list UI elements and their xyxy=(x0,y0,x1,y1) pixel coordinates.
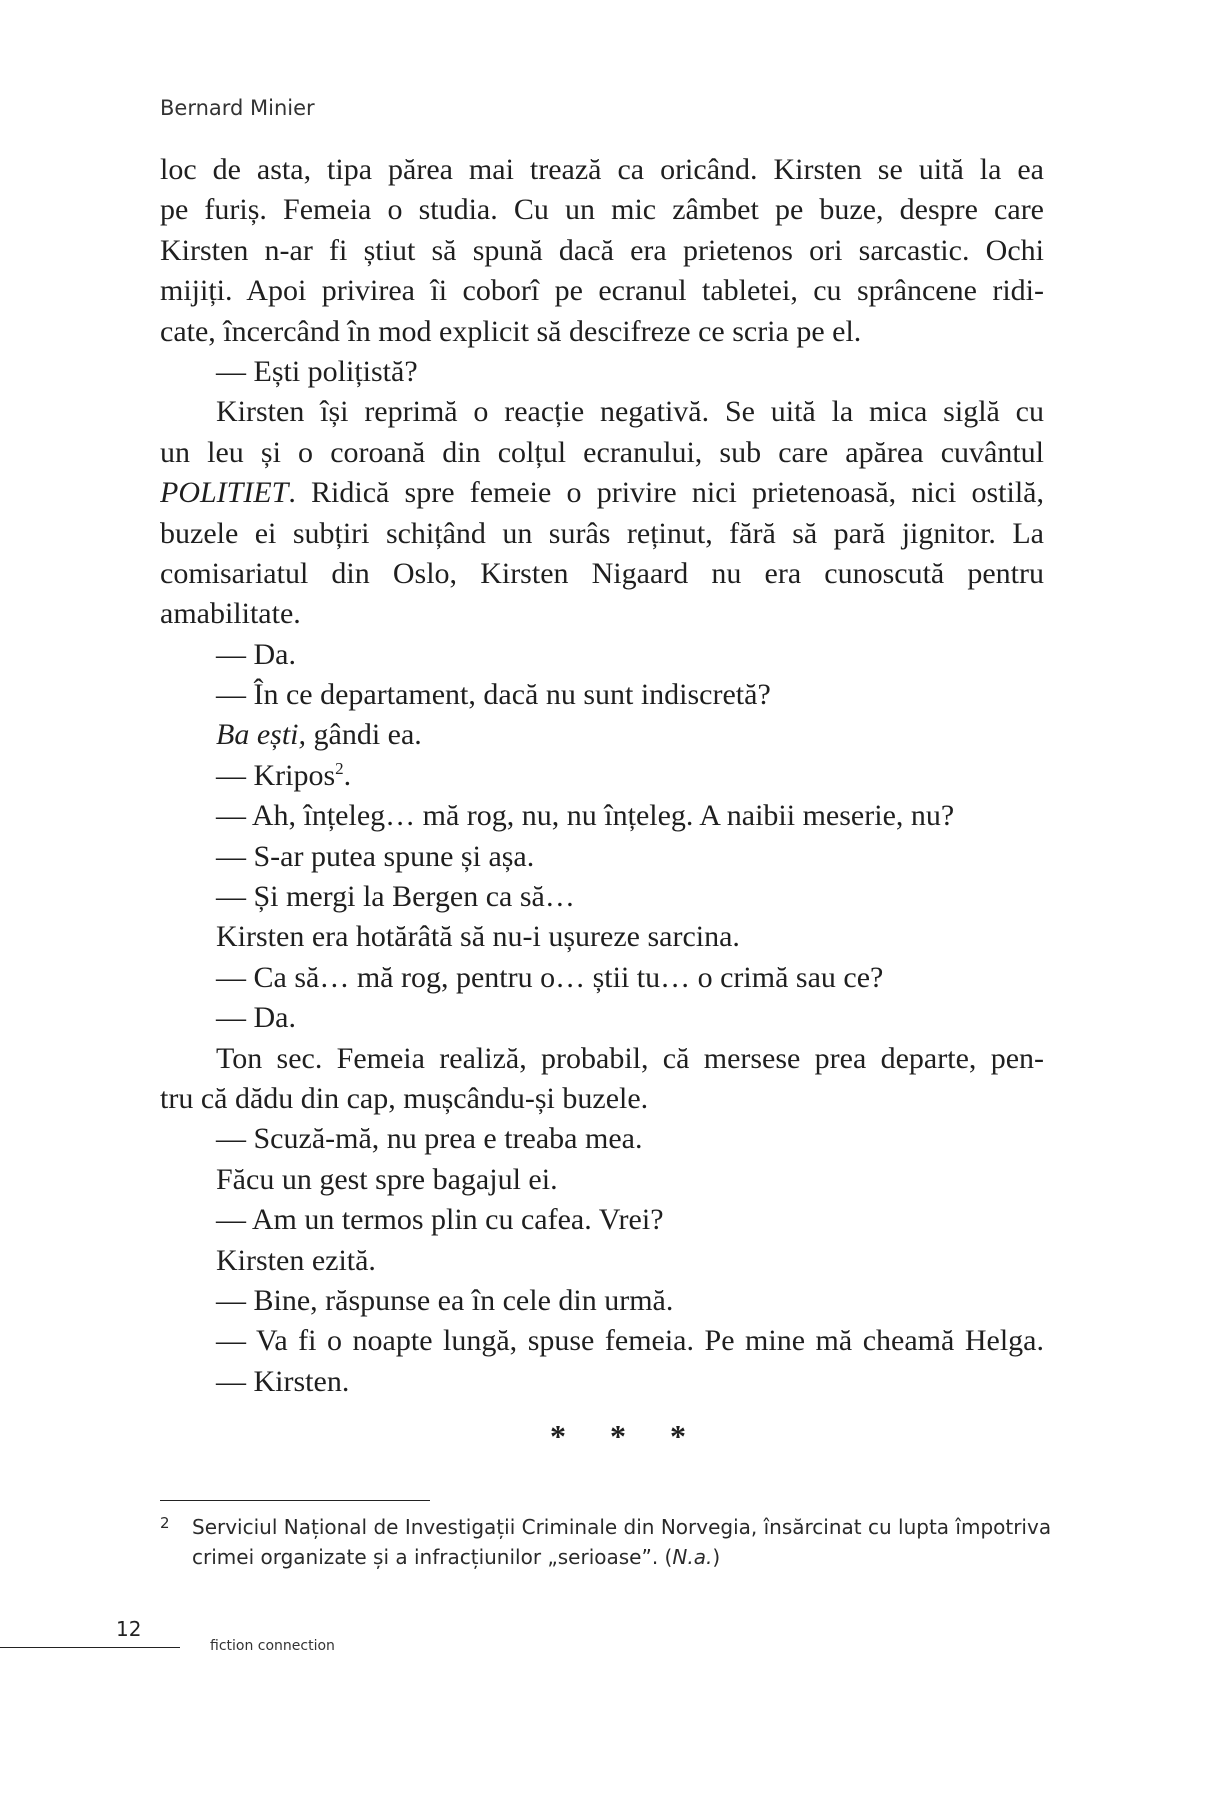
dialogue-line: — Ah, înțeleg… mă rog, nu, nu înțeleg. A naibii meserie, nu? xyxy=(216,799,955,833)
body-text xyxy=(160,150,1044,1402)
text-line: cate, încercând în mod explicit să descifreze ce scria pe el. xyxy=(160,314,862,348)
text-line: amabilitate. xyxy=(160,597,301,631)
footnote-line xyxy=(192,1542,1060,1572)
text-line-politiet xyxy=(160,473,1044,513)
text-line: Kirsten n-ar fi știut să spună dacă era prietenos ori sarcastic. Ochi xyxy=(160,233,1044,267)
text-line: pe furiș. Femeia o studia. Cu un mic zâmbet pe buze, despre care xyxy=(160,193,1044,227)
text-fragment: . xyxy=(343,758,352,792)
text-line: Făcu un gest spre bagajul ei. xyxy=(216,1162,558,1196)
dialogue-line: — Da. xyxy=(216,637,296,671)
section-break-asterisks: * * * xyxy=(550,1418,704,1454)
dialogue-line: — Am un termos plin cu cafea. Vrei? xyxy=(216,1203,664,1237)
dialogue-line: — Da. xyxy=(216,1001,296,1035)
dialogue-line: — Kirsten. xyxy=(216,1364,350,1398)
text-fragment: gândi ea. xyxy=(306,718,422,752)
text-line: comisariatul din Oslo, Kirsten Nigaard nu era cunoscută pentru xyxy=(160,556,1044,590)
dialogue-line: — Scuză-mă, nu prea e treaba mea. xyxy=(216,1122,643,1156)
text-line: mijiți. Apoi privirea îi coborî pe ecranul tabletei, cu sprâncene ridi- xyxy=(160,274,1044,308)
dialogue-line: — Ești polițistă? xyxy=(216,354,418,388)
dialogue-line: — Va fi o noapte lungă, spuse femeia. Pe mine mă cheamă Helga. xyxy=(216,1324,1044,1358)
dialogue-line: — Bine, răspunse ea în cele din urmă. xyxy=(216,1283,674,1317)
dialogue-line: — S-ar putea spune și așa. xyxy=(216,839,535,873)
dialogue-line: — Și mergi la Bergen ca să… xyxy=(216,880,575,914)
footnote-fragment: crimei organizate și a infracțiunilor „serioase”. ( xyxy=(192,1545,673,1569)
text-line: buzele ei subțiri schițând un surâs reținut, fără să pară jignitor. La xyxy=(160,516,1044,550)
text-line: Kirsten ezită. xyxy=(216,1243,376,1277)
text-fragment: . Ridică spre femeie o privire nici prietenoasă, nici ostilă, xyxy=(288,476,1044,510)
footnote-mark: 2 xyxy=(160,1514,170,1532)
page-number: 12 xyxy=(116,1617,142,1641)
footnote xyxy=(160,1512,1060,1572)
text-line: tru că dădu din cap, mușcându-și buzele. xyxy=(160,1081,649,1115)
footnote-italic-note: N.a. xyxy=(672,1545,713,1569)
text-line-ba-esti xyxy=(160,715,1044,755)
footnote-fragment: ) xyxy=(712,1545,721,1569)
footnote-text xyxy=(192,1512,1060,1572)
dialogue-line-kripos xyxy=(160,756,1044,796)
footnote-reference: 2 xyxy=(335,758,344,778)
text-fragment: — Kripos xyxy=(216,758,336,792)
italic-phrase-ba-esti: Ba ești, xyxy=(216,718,306,752)
footer-divider xyxy=(0,1647,180,1648)
text-line: Kirsten era hotărâtă să nu-i ușureze sarcina. xyxy=(216,920,740,954)
running-head-author: Bernard Minier xyxy=(160,96,315,120)
italic-word-politiet: POLITIET xyxy=(160,476,289,510)
dialogue-line: — Ca să… mă rog, pentru o… știi tu… o crimă sau ce? xyxy=(216,960,884,994)
text-line: Ton sec. Femeia realiză, probabil, că mersese prea departe, pen- xyxy=(216,1041,1044,1075)
footnote-line: Serviciul Național de Investigații Criminale din Norvegia, însărcinat cu lupta împotriva xyxy=(192,1515,1052,1539)
dialogue-line: — În ce departament, dacă nu sunt indiscretă? xyxy=(216,678,771,712)
publisher-imprint: fiction connection xyxy=(210,1638,335,1654)
text-line: Kirsten își reprimă o reacție negativă. Se uită la mica siglă cu xyxy=(216,395,1044,429)
text-line: loc de asta, tipa părea mai trează ca oricând. Kirsten se uită la ea xyxy=(160,153,1044,186)
text-line: un leu și o coroană din colțul ecranului, sub care apărea cuvântul xyxy=(160,435,1044,469)
footnote-divider xyxy=(160,1500,430,1501)
